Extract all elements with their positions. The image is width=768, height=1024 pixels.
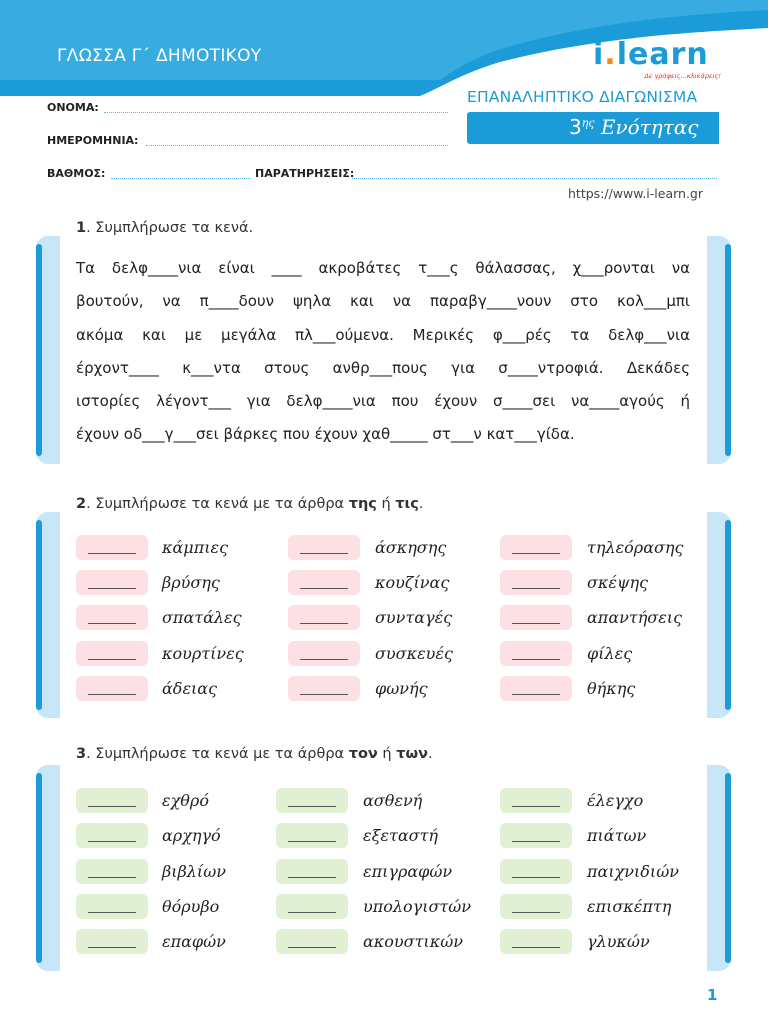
q3-blank[interactable] xyxy=(276,894,348,919)
logo-tagline: Δε γράφεις...κλικάρεις! xyxy=(644,72,721,80)
q3-word: θόρυβο xyxy=(162,897,220,916)
q2-word: φίλες xyxy=(587,644,633,663)
website-url[interactable]: https://www.i-learn.gr xyxy=(568,186,703,201)
q3-word: επιγραφών xyxy=(363,862,453,881)
q2-word: άδειας xyxy=(162,679,218,698)
q2-word: απαντήσεις xyxy=(587,608,683,627)
q3-word: έλεγχο xyxy=(587,791,644,810)
q3-blank[interactable] xyxy=(76,929,148,954)
q3-blank[interactable] xyxy=(500,894,572,919)
q3-blank[interactable] xyxy=(500,859,572,884)
q2-blank[interactable] xyxy=(500,641,572,666)
q2-title: 2. Συμπλήρωσε τα κενά με τα άρθρα της ή τις. xyxy=(76,496,424,512)
grade-label: ΒΑΘΜΟΣ: xyxy=(47,167,106,180)
i-learn-logo: i.learn Δε γράφεις...κλικάρεις! xyxy=(593,37,721,80)
name-label: ΟΝΟΜΑ: xyxy=(47,101,99,114)
q2-blank[interactable] xyxy=(76,605,148,630)
q2-word: σκέψης xyxy=(587,573,649,592)
q2-word: κουζίνας xyxy=(375,573,450,592)
q3-blank[interactable] xyxy=(276,859,348,884)
remarks-field[interactable] xyxy=(352,178,717,179)
page-number: 1 xyxy=(707,986,718,1004)
q2-word: θήκης xyxy=(587,679,636,698)
q3-blank[interactable] xyxy=(276,929,348,954)
unit-banner: $3^{\eta\varsigma}$ Ενότητας xyxy=(467,112,719,144)
q3-blank[interactable] xyxy=(76,823,148,848)
q3-word: αρχηγό xyxy=(162,826,221,845)
q3-word: επαφών xyxy=(162,932,226,951)
q1-title: 1. Συμπλήρωσε τα κενά. xyxy=(76,220,254,236)
q3-blank[interactable] xyxy=(76,859,148,884)
q2-blank[interactable] xyxy=(500,570,572,595)
q2-blank[interactable] xyxy=(76,641,148,666)
q1-line: ακόμα και με μεγάλα πλ___ούμενα. Μερικές φ___ρές τα δελφ___νια xyxy=(76,325,690,344)
subject-title: ΓΛΩΣΣΑ Γ΄ ΔΗΜΟΤΙΚΟΥ xyxy=(57,46,262,66)
q2-blank[interactable] xyxy=(76,676,148,701)
date-field[interactable] xyxy=(146,145,448,146)
q3-word: πιάτων xyxy=(587,826,647,845)
q2-word: σπατάλες xyxy=(162,608,242,627)
q2-blank[interactable] xyxy=(288,641,360,666)
q2-blank[interactable] xyxy=(500,535,572,560)
q2-word: βρύσης xyxy=(162,573,220,592)
q3-word: παιχνιδιών xyxy=(587,862,679,881)
q2-word: κάμπιες xyxy=(162,538,229,557)
q3-word: γλυκών xyxy=(587,932,650,951)
q2-word: τηλεόρασης xyxy=(587,538,684,557)
q3-word: ακουστικών xyxy=(363,932,463,951)
q2-blank[interactable] xyxy=(288,535,360,560)
q1-line: βουτούν, να π____δουν ψηλα και να παραβγ____νουν στο κολ___μπι xyxy=(76,292,690,311)
q3-blank[interactable] xyxy=(500,929,572,954)
q2-word: συνταγές xyxy=(375,608,453,627)
q3-blank[interactable] xyxy=(276,823,348,848)
q2-blank[interactable] xyxy=(76,535,148,560)
q3-word: βιβλίων xyxy=(162,862,226,881)
date-label: ΗΜΕΡΟΜΗΝΙΑ: xyxy=(47,134,139,147)
q2-word: άσκησης xyxy=(375,538,447,557)
name-field[interactable] xyxy=(104,112,448,113)
remarks-label: ΠΑΡΑΤΗΡΗΣΕΙΣ: xyxy=(255,167,355,180)
q3-bracket-right xyxy=(707,765,731,971)
exam-title: ΕΠΑΝΑΛΗΠΤΙΚΟ ΔΙΑΓΩΝΙΣΜΑ xyxy=(467,88,698,106)
q2-word: συσκευές xyxy=(375,644,453,663)
q2-bracket-left xyxy=(36,512,60,718)
q3-blank[interactable] xyxy=(276,788,348,813)
q2-blank[interactable] xyxy=(288,570,360,595)
q3-word: εξεταστή xyxy=(363,826,438,845)
q3-word: ασθενή xyxy=(363,791,423,810)
grade-field[interactable] xyxy=(111,178,251,179)
q3-bracket-left xyxy=(36,765,60,971)
q1-paragraph xyxy=(76,252,690,452)
q2-blank[interactable] xyxy=(500,605,572,630)
q3-word: επισκέπτη xyxy=(587,897,672,916)
q1-line: Τα δελφ____νια είναι ____ ακροβάτες τ___ς θάλασσας, χ___ρονται να xyxy=(76,259,690,277)
q2-word: φωνής xyxy=(375,679,428,698)
q1-bracket-right xyxy=(707,236,731,464)
q3-blank[interactable] xyxy=(76,894,148,919)
q2-blank[interactable] xyxy=(500,676,572,701)
q1-line: έχουν οδ___γ___σει βάρκες που έχουν χαθ_____ στ___ν κατ___γίδα. xyxy=(76,425,575,444)
q1-line: έρχοντ____ κ___ντα στους ανθρ___πους για σ____ντροφιά. Δεκάδες xyxy=(76,358,690,377)
q3-word: εχθρό xyxy=(162,791,209,810)
q1-line: ιστορίες λέγοντ___ για δελφ____νια που έχουν σ____σει να____αγούς ή xyxy=(76,392,690,411)
q2-blank[interactable] xyxy=(288,605,360,630)
q2-blank[interactable] xyxy=(76,570,148,595)
q3-blank[interactable] xyxy=(500,823,572,848)
q3-title: 3. Συμπλήρωσε τα κενά με τα άρθρα τον ή των. xyxy=(76,746,433,762)
q3-word: υπολογιστών xyxy=(363,897,472,916)
q2-bracket-right xyxy=(707,512,731,718)
q3-blank[interactable] xyxy=(76,788,148,813)
q2-blank[interactable] xyxy=(288,676,360,701)
q1-bracket-left xyxy=(36,236,60,464)
q3-blank[interactable] xyxy=(500,788,572,813)
q2-word: κουρτίνες xyxy=(162,644,244,663)
